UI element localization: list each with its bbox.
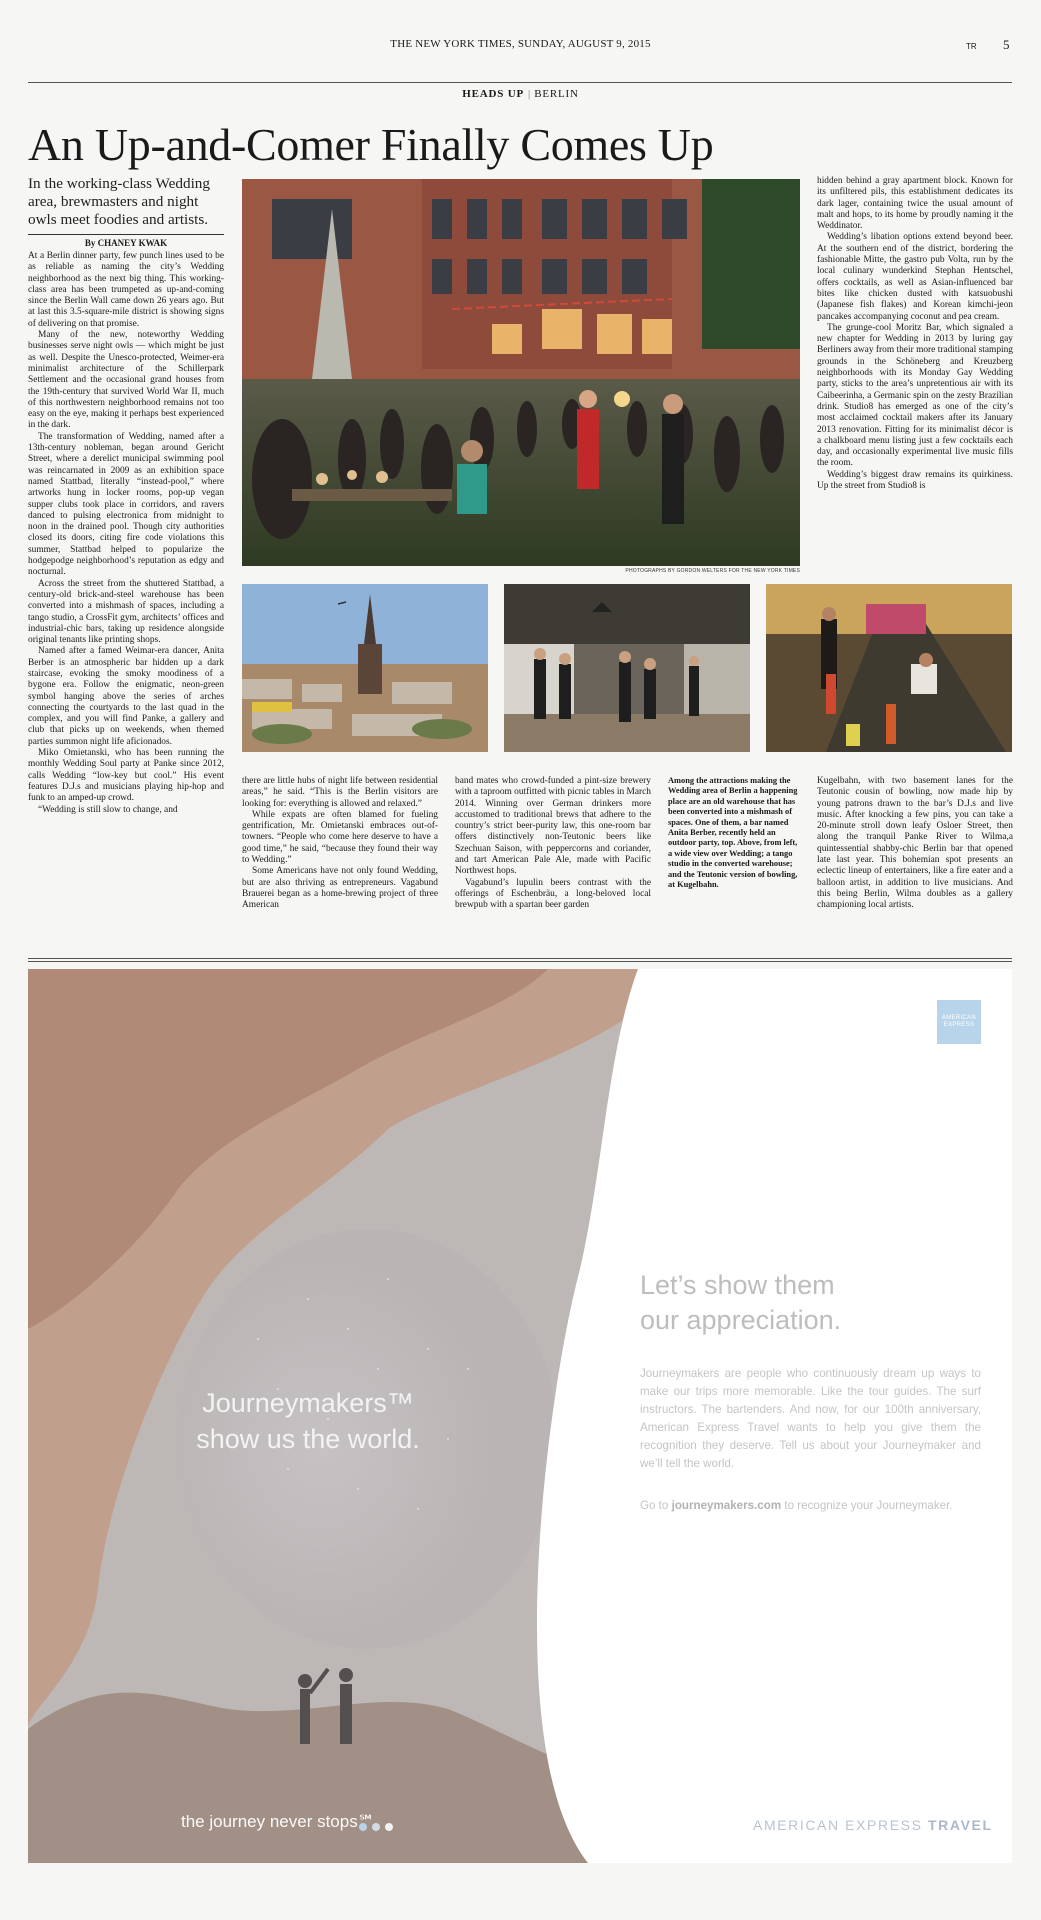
paragraph: “Wedding is still slow to change, and	[38, 804, 178, 815]
amex-logo-line-2: EXPRESS	[943, 1022, 975, 1028]
ad-tagline-line-2: show us the world.	[196, 1424, 420, 1454]
article-column-2	[242, 776, 438, 931]
photo-caption: Among the attractions making the Wedding area of Berlin a happening place are an old warehouse that has been converted into a mishmash of spaces. One of them, a bar named Anita Berber, recently held an outdoor party, top. Above, from left, a wide view over Wedding; a tango studio in the converted warehouse; and the Teutonic version of bowling, at Kugelbahn.	[668, 776, 798, 890]
section-code: TR	[966, 42, 977, 51]
photo-tango-studio	[504, 584, 750, 752]
paragraph: Vagabund’s lupulin beers contrast with the offerings of Eschenbräu, a long-beloved local brewpub with a spartan beer garden	[455, 877, 651, 911]
ad-cta-suffix: to recognize your Journeymaker.	[784, 1499, 953, 1512]
paragraph: Across the street from the shuttered Stattbad, a century-old brick-and-steel warehouse has been converted into a mishmash of spaces, including a tango studio, a CrossFit gym, architects’ offices and industrial-chic bars, taking up residence alongside original tenants like printing shops.	[28, 578, 224, 646]
section-location: BERLIN	[534, 88, 579, 100]
amex-logo-line-1: AMERICAN	[941, 1015, 977, 1021]
ad-headline-line-1: Let’s show them	[640, 1270, 835, 1300]
ad-top-rule-2	[28, 961, 1012, 962]
ad-cta-prefix: Go to	[640, 1499, 669, 1512]
amex-logo	[937, 1000, 981, 1044]
courtyard-party-illustration	[242, 179, 800, 566]
main-photo-courtyard-party	[242, 179, 800, 566]
paragraph: Some Americans have not only found Wedding, but are also thriving as entrepreneurs. Vagabund Brauerei began as a home-brewing project of three American	[242, 866, 438, 911]
article-column-1	[28, 251, 224, 929]
tango-studio-illustration	[504, 584, 750, 752]
photo-kugelbahn-bowling	[766, 584, 1012, 752]
folio-date-line: THE NEW YORK TIMES, SUNDAY, AUGUST 9, 2015	[390, 38, 651, 50]
paragraph: Wedding’s biggest draw remains its quirkiness. Up the street from Studio8 is	[817, 469, 1013, 492]
paragraph: Wedding’s libation options extend beyond beer. At the southern end of the district, bordering the fashionable Mitte, the gastro pub Volta, run by the local culinary wunderkind Stephan Hentschel, offers cocktails, as well as Asian-influenced bar bites like chicken dusted with katsuobushi (Japanese fish flakes) and Korean kimchi-jeon pancakes accompanying coconut and pea cream.	[817, 232, 1013, 322]
ad-brand	[753, 1817, 993, 1833]
ad-headline	[640, 1268, 841, 1338]
ad-tagline	[138, 1385, 478, 1457]
paragraph: At a Berlin dinner party, few punch lines used to be as reliable as naming the city’s Wedding neighborhood as the next big thing. This working-class area has been trumpeted as up-and-coming since the Berlin Wall came down 26 years ago. But at last this 3.5-square-mile district is showing signs of delivering on that promise.	[28, 251, 224, 329]
ad-cta-link[interactable]: journeymakers.com	[671, 1499, 782, 1512]
article-deck: In the working-class Wedding area, brewmasters and night owls meet foodies and artists.	[28, 175, 210, 228]
city-skyline-illustration	[242, 584, 488, 752]
paragraph: Kugelbahn, with two basement lanes for the Teutonic cousin of bowling, now made hip by young patrons drawn to the bar’s D.J.s and live music. After knocking a few pins, you can take a 20-minute stroll down leafy Osloer Street, then along the tranquil Panke River to Wilma,a quintessential shabby-chic Berlin bar that opened late last year. This bohemian spot presents an eclectic lineup of entertainers, like a fire eater and a balloon artist, in addition to live musicians. And this being Berlin, Wilma doubles as a gallery championing local artists.	[817, 776, 1013, 911]
paragraph: The transformation of Wedding, named after a 13th-century nobleman, began around Gericht Street, where a derelict municipal swimming pool was reincarnated in 2009 as an exhibition space named Stattbad, literally “instead-pool,” where artworks hung in locker rooms, pop-up vegan supper clubs took place in corridors, and ravers danced to pulsing electronica from midnight to noon in the drained pool. Though city authorities closed its doors, citing fire code violations this summer, Stattbad helped to popularize the hodgepodge neighborhood’s reputation as edgy and nocturnal.	[28, 431, 224, 578]
section-kicker: HEADS UP	[462, 88, 524, 100]
paragraph: there are little hubs of night life between residential areas,” he said. “This is the Berlin visitors are looking for: everything is allowed and relaxed.”	[242, 776, 438, 809]
ad-brand-bold: TRAVEL	[928, 1817, 993, 1833]
byline-rule	[28, 234, 224, 235]
article-column-3	[455, 776, 651, 931]
paragraph: While expats are often blamed for fueling gentrification, Mr. Omietanski embraces out-of-towners. “People who come here deserve to have a good time,” he said, “because they found their way to Wedding.”	[242, 809, 438, 866]
ad-journey-text: the journey never stops℠	[181, 1812, 376, 1831]
ad-body-text: Journeymakers are people who continuously dream up ways to make our trips more memorable. Like the tour guides. The surf instructors. The bartenders. And now, for our 100th anniversary, American Express Travel wants to help you give them the recognition they deserve. Tell us about your Journeymaker and we’ll tell the world.	[640, 1367, 981, 1470]
ad-headline-line-2: our appreciation.	[640, 1305, 842, 1335]
paragraph: band mates who crowd-funded a pint-size brewery with a taproom outfitted with picnic tables in March 2014. Winning over German drinkers more accustomed to traditional brews that adhere to the country’s strict beer-purity law, this one-room bar offers distinctively non-Teutonic beers like Szechuan Saison, with peppercorns and coriander, and tart American Pale Ale, made with Pacific Northwest hops.	[455, 776, 651, 877]
top-rule	[28, 82, 1012, 83]
section-label: HEADS UP | BERLIN	[462, 88, 579, 100]
ad-brand-light: AMERICAN EXPRESS	[753, 1817, 923, 1833]
paragraph: hidden behind a gray apartment block. Known for its unfiltered pils, this establishment dedicates its dark lager, containing twice the usual amount of malt and hops, to its home by proudly naming it the Weddinator.	[817, 176, 1013, 232]
paragraph: The grunge-cool Moritz Bar, which signaled a new chapter for Wedding in 2013 by luring gay Berliners away from their more traditional stamping grounds in the Schöneberg and Kreuzberg neighborhoods with its Monday Gay Wedding party, sticks to the area’s unpretentious air with its Caibeerinha, a Germanic spin on the zesty Brazilian drink. Studio8 has emerged as one of the city’s most acclaimed cocktail makers after its January 2013 renovation. Fitting for its minimalist décor is a chalkboard menu listing just a few cocktails each day, and occasionally experimental live music fills the room.	[817, 322, 1013, 469]
article-column-5	[817, 776, 1013, 931]
paragraph: Many of the new, noteworthy Wedding businesses serve night owls — which might be just as well. Despite the Unesco-protected, Weimer-era minimalist architecture of the Schillerpark Settlement and the occasional grand houses from the 19th-century that survived World War II, much of this northwestern neighborhood remains not too easy on the eye, making it perhaps best experienced in the dark.	[28, 330, 224, 431]
page-number: 5	[1003, 37, 1010, 52]
ad-top-rule	[28, 958, 1012, 959]
photo-credit: PHOTOGRAPHS BY GORDON WELTERS FOR THE NEW YORK TIMES	[625, 568, 800, 574]
article-headline: An Up-and-Comer Finally Comes Up	[28, 119, 714, 170]
paragraph: Named after a famed Weimar-era dancer, Anita Berber is an atmospheric bar hidden up a dark staircase, evoking the smoky moodiness of a bygone era. Follow the enigmatic, neon-green symbol hanging above the series of arches connecting the courtyards to the last quad in the complex, and you will find Panke, a gallery and club that picks up on weekends, when themed parties summon night life aficionados.	[28, 646, 224, 747]
paragraph: Miko Omietanski, who has been running the monthly Wedding Soul party at Panke since 2012, calls Wedding “low-key but cool.” His event features D.J.s and musicians playing hip-hop and funk to an amped-up crowd.	[28, 748, 224, 804]
article-column-right	[817, 176, 1013, 584]
ad-tagline-line-1: Journeymakers™	[202, 1388, 414, 1418]
ad-call-to-action	[640, 1499, 953, 1512]
photo-wide-view-wedding	[242, 584, 488, 752]
bowling-lanes-illustration	[766, 584, 1012, 752]
byline: By CHANEY KWAK	[84, 238, 168, 248]
